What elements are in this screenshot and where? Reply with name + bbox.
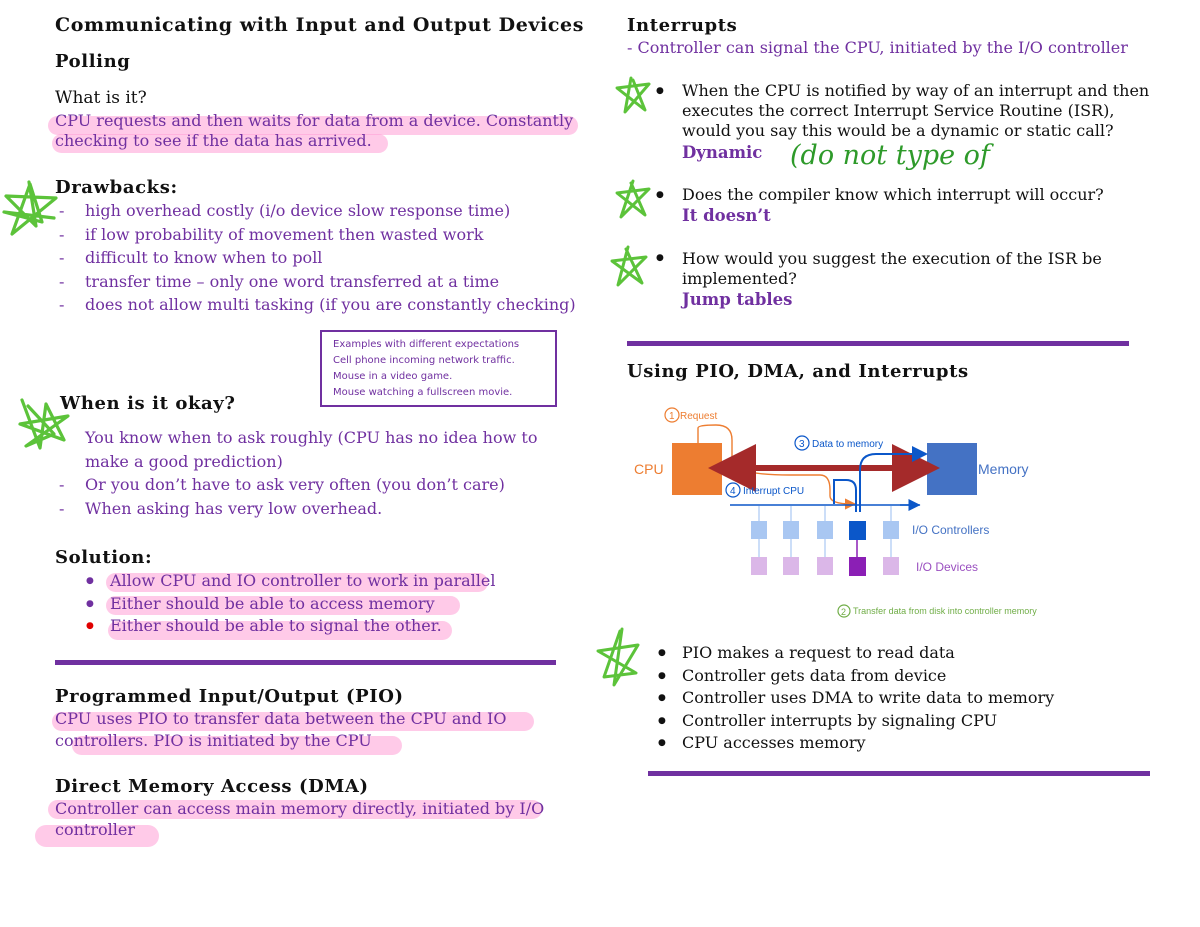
- when-okay-list: [55, 426, 555, 520]
- answer-3: Jump tables: [682, 290, 793, 309]
- request-label: Request: [680, 411, 718, 422]
- list-item: - does not allow multi tasking (if you are constantly checking): [55, 293, 595, 317]
- answer-1: Dynamic: [682, 143, 763, 162]
- step-number: 1: [669, 411, 675, 422]
- question-3: How would you suggest the execution of the ISR be implemented?: [682, 249, 1102, 288]
- page-title: Communicating with Input and Output Devices: [55, 14, 585, 36]
- list-item: ● Either should be able to access memory: [84, 593, 564, 616]
- list-item: ● Controller interrupts by signaling CPU: [654, 710, 1134, 733]
- list-item: - You know when to ask roughly (CPU has no idea how to make a good prediction): [55, 426, 555, 473]
- star-icon: [14, 394, 74, 456]
- cpu-label: CPU: [634, 461, 664, 477]
- step-number: 2: [841, 607, 847, 617]
- list-item: - high overhead costly (i/o device slow response time): [55, 199, 595, 223]
- polling-heading: Polling: [55, 51, 131, 72]
- cpu-block: [672, 443, 722, 495]
- when-okay-heading: When is it okay?: [60, 393, 236, 414]
- star-icon: [611, 74, 655, 118]
- list-item: ● Controller uses DMA to write data to memory: [654, 687, 1134, 710]
- io-controllers-label: I/O Controllers: [912, 523, 990, 537]
- solution-heading: Solution:: [55, 547, 153, 568]
- examples-line: Mouse in a video game.: [333, 371, 453, 382]
- pio-heading: Programmed Input/Output (PIO): [55, 686, 404, 707]
- star-icon: [611, 177, 655, 223]
- bullet: ●: [656, 253, 664, 263]
- dma-heading: Direct Memory Access (DMA): [55, 776, 369, 797]
- list-item: ● PIO makes a request to read data: [654, 642, 1134, 665]
- star-icon: [592, 625, 644, 689]
- step-number: 3: [799, 439, 805, 450]
- examples-line: Cell phone incoming network traffic.: [333, 355, 515, 366]
- transfer-label: Transfer data from disk into controller memory: [853, 606, 1037, 616]
- io-controller-active: [849, 521, 866, 540]
- io-device: [817, 557, 833, 575]
- bullet: ●: [656, 190, 664, 200]
- interrupts-heading: Interrupts: [627, 15, 738, 36]
- dma-definition-line2: controller: [55, 820, 135, 839]
- controller-link: [834, 480, 856, 512]
- list-item: - When asking has very low overhead.: [55, 497, 555, 521]
- answer-2: It doesn’t: [682, 206, 771, 225]
- io-controller: [883, 521, 899, 539]
- interrupts-subtitle: - Controller can signal the CPU, initiated by the I/O controller: [627, 38, 1128, 57]
- star-icon: [0, 178, 62, 242]
- handwritten-note: (do not type of: [790, 140, 990, 171]
- solution-list: [84, 570, 564, 638]
- drawbacks-list: [55, 199, 595, 317]
- memory-label: Memory: [978, 461, 1029, 477]
- io-controller: [817, 521, 833, 539]
- star-icon: [606, 243, 652, 291]
- io-controller: [783, 521, 799, 539]
- using-heading: Using PIO, DMA, and Interrupts: [627, 361, 969, 382]
- list-item: ● Allow CPU and IO controller to work in parallel: [84, 570, 564, 593]
- io-device: [751, 557, 767, 575]
- steps-list: [654, 642, 1134, 755]
- list-item: - difficult to know when to poll: [55, 246, 595, 270]
- io-device: [883, 557, 899, 575]
- memory-block: [927, 443, 977, 495]
- dma-definition-line1: Controller can access main memory directly, initiated by I/O: [55, 799, 545, 818]
- examples-line: Examples with different expectations: [333, 339, 520, 350]
- io-device-active: [849, 557, 866, 576]
- polling-definition-line1: CPU requests and then waits for data from a device. Constantly: [55, 111, 574, 130]
- section-divider: [648, 771, 1150, 776]
- question-1: When the CPU is notified by way of an interrupt and then executes the correct Interrupt Service Routine (ISR), would you say this would be a dynamic or static call?: [682, 81, 1150, 140]
- step-number: 4: [730, 486, 736, 497]
- what-is-it-label: What is it?: [55, 88, 147, 108]
- io-device: [783, 557, 799, 575]
- list-item: ● Either should be able to signal the other.: [84, 615, 564, 638]
- pio-definition-line2: controllers. PIO is initiated by the CPU: [55, 731, 372, 750]
- pio-dma-interrupt-diagram: [620, 400, 1100, 625]
- list-item: - transfer time – only one word transferred at a time: [55, 270, 595, 294]
- examples-line: Mouse watching a fullscreen movie.: [333, 387, 513, 398]
- list-item: ● CPU accesses memory: [654, 732, 1134, 755]
- list-item: ● Controller gets data from device: [654, 665, 1134, 688]
- interrupt-cpu-label: Interrupt CPU: [743, 486, 805, 497]
- drawbacks-heading: Drawbacks:: [55, 177, 178, 198]
- data-to-memory-path: [860, 454, 922, 512]
- section-divider: [55, 660, 556, 665]
- bullet: ●: [656, 86, 664, 96]
- question-2: Does the compiler know which interrupt will occur?: [682, 185, 1104, 204]
- section-divider: [627, 341, 1129, 346]
- examples-box: [320, 330, 557, 407]
- io-devices-label: I/O Devices: [916, 560, 979, 574]
- pio-definition-line1: CPU uses PIO to transfer data between the CPU and IO: [55, 709, 507, 728]
- list-item: - Or you don’t have to ask very often (you don’t care): [55, 473, 555, 497]
- list-item: - if low probability of movement then wasted work: [55, 223, 595, 247]
- data-to-memory-label: Data to memory: [812, 439, 884, 450]
- io-controller: [751, 521, 767, 539]
- polling-definition-line2: checking to see if the data has arrived.: [55, 131, 372, 150]
